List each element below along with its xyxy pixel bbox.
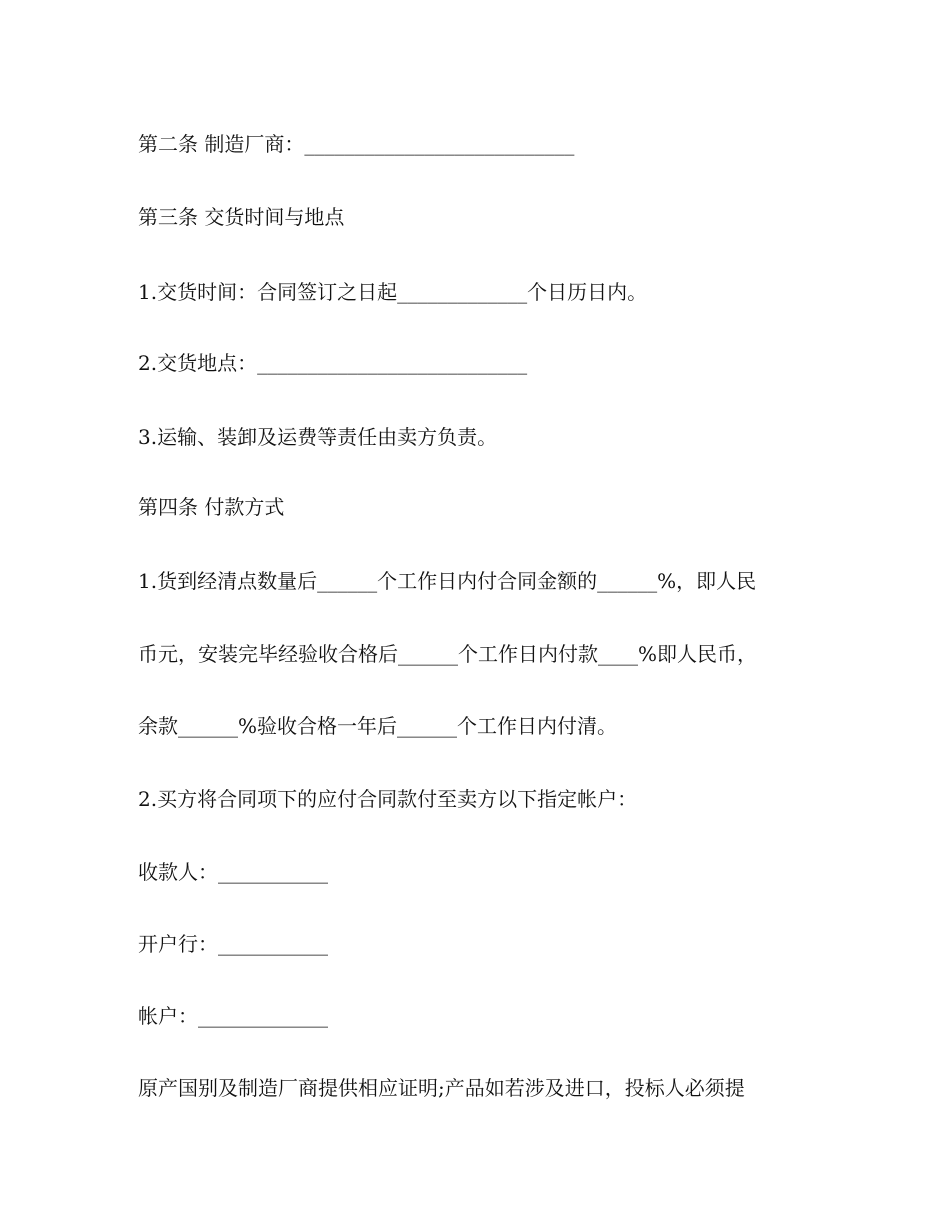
transport-responsibility-clause: 3.运输、装卸及运费等责任由卖方负责。 bbox=[138, 425, 498, 449]
account-field: 帐户：_____________ bbox=[138, 1004, 328, 1028]
article-4-heading: 第四条 付款方式 bbox=[138, 495, 285, 519]
origin-certificate-clause: 原产国别及制造厂商提供相应证明;产品如若涉及进口，投标人必须提 bbox=[138, 1076, 745, 1100]
payee-field: 收款人：___________ bbox=[138, 860, 328, 884]
article-2-manufacturer: 第二条 制造厂商：___________________________ bbox=[138, 132, 575, 156]
delivery-place-clause: 2.交货地点：___________________________ bbox=[138, 351, 528, 375]
article-3-heading: 第三条 交货时间与地点 bbox=[138, 205, 345, 229]
bank-field: 开户行：___________ bbox=[138, 932, 328, 956]
delivery-time-clause: 1.交货时间：合同签订之日起_____________个日历日内。 bbox=[138, 280, 648, 304]
payment-clause-line-2: 币元，安装完毕经验收合格后______个工作日内付款____%即人民币， bbox=[138, 642, 758, 666]
payment-clause-line-3: 余款______%验收合格一年后______个工作日内付清。 bbox=[138, 714, 618, 738]
payment-clause-line-1: 1.货到经清点数量后______个工作日内付合同金额的______%，即人民 bbox=[138, 569, 757, 593]
payment-account-clause: 2.买方将合同项下的应付合同款付至卖方以下指定帐户： bbox=[138, 787, 638, 811]
